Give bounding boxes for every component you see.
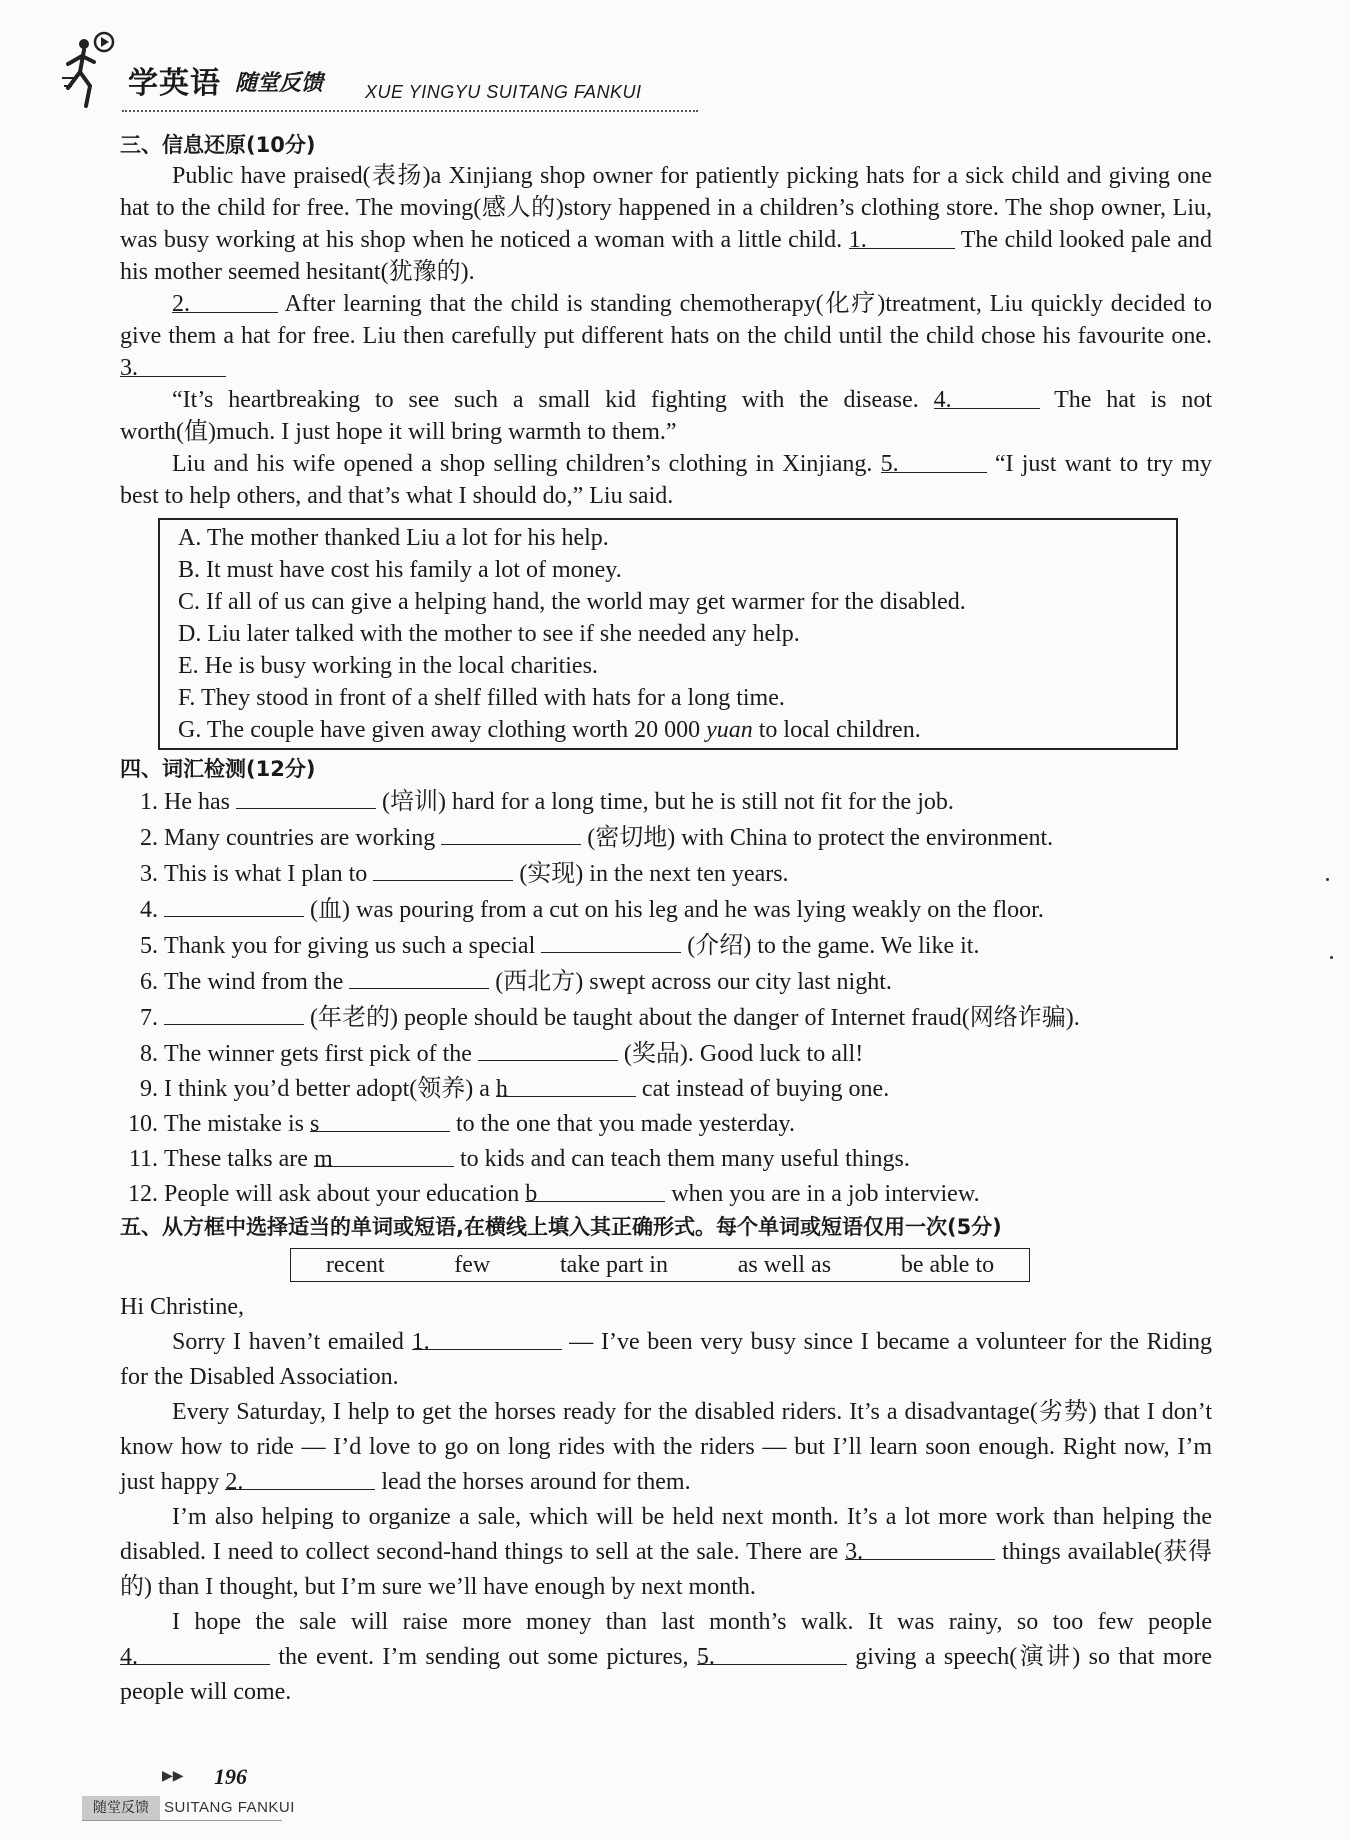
header-title-en: XUE YINGYU SUITANG FANKUI [365,82,642,102]
vocab-item [120,1107,1212,1142]
letter-blank-4[interactable]: 4. [120,1640,270,1665]
word-option: take part in [560,1252,668,1278]
page-content [120,130,1212,1710]
vocab-blank[interactable] [495,1072,636,1102]
section-5-title: 五、从方框中选择适当的单词或短语,在横线上填入其正确形式。每个单词或短语仅用一次(5分) [120,1215,1002,1239]
page-footer [82,1766,402,1826]
vocab-number: 10. [128,1111,158,1137]
footer-label-en: SUITANG FANKUI [164,1799,295,1816]
vocab-number: 11. [128,1146,158,1172]
vocab-blank[interactable] [525,1177,665,1207]
letter [120,1290,1212,1710]
vocab-blank[interactable] [236,784,376,809]
page-header [60,20,650,115]
letter-blank-1[interactable]: 1. [412,1325,562,1350]
option-a: A. The mother thanked Liu a lot for his help. [178,525,609,551]
vocab-text: (奖品). Good luck to all! [623,1041,864,1067]
answer-blank-3[interactable]: 3. [120,352,226,377]
option-d: D. Liu later talked with the mother to see if she needed any help. [178,621,800,647]
vocab-number: 12. [128,1181,158,1207]
vocab-text: I think you’d better adopt(领养) a [164,1076,490,1102]
vocab-initial-letter: b [525,1181,538,1207]
vocab-item [120,784,1212,820]
margin-mark [1326,878,1329,881]
vocab-text: These talks are [164,1146,308,1172]
option-f: F. They stood in front of a shelf filled with hats for a long time. [178,685,785,711]
vocab-text: (培训) hard for a long time, but he is still not fit for the job. [381,789,954,815]
vocab-item [120,1072,1212,1107]
paragraph-text: “It’s heartbreaking to see such a small kid fighting with the disease. [172,387,919,413]
header-title-cn: 学英语 [128,66,221,101]
vocab-text: He has [164,789,230,815]
letter-paragraph-4: I hope the sale will raise more money than last month’s walk. It was rainy, so too few people 4. the event. I’m sending out some pictures, 5. giving a speech(演讲) so that more people will come. [120,1609,1213,1705]
vocab-text: Many countries are working [164,825,436,851]
runner-logo-icon [60,28,120,113]
vocab-number: 8. [140,1041,158,1067]
vocab-initial-letter: s [309,1111,320,1137]
vocab-text: cat instead of buying one. [641,1076,890,1102]
letter-paragraph-2: Every Saturday, I help to get the horses ready for the disabled riders. It’s a disadvantage(劣势) that I don’t know how to ride — I’d love to go on long rides with the riders — but I’ll learn soon enough. Right now, I’m just happy 2. lead the horses around for them. [120,1399,1212,1495]
paragraph-text: After learning that the child is standing chemotherapy(化疗)treatment, Liu quickly decided to give them a hat for free. Liu then carefully put different hats on the child until the child chose his favourite one. [120,291,1212,349]
answer-blank-1[interactable]: 1. [849,224,955,249]
vocab-number: 9. [140,1076,158,1102]
vocab-text: (血) was pouring from a cut on his leg and he was lying weakly on the floor. [310,897,1044,923]
vocab-initial-letter: h [495,1076,508,1102]
vocab-text: (介绍) to the game. We like it. [687,933,980,959]
section-3-paragraph-4 [120,448,1212,512]
section-3-paragraph-2 [120,288,1212,384]
vocab-number: 2. [140,825,158,851]
vocab-text: (年老的) people should be taught about the danger of Internet fraud(网络诈骗). [310,1005,1080,1031]
letter-blank-3[interactable]: 3. [845,1535,995,1560]
option-e: E. He is busy working in the local charities. [178,653,598,679]
word-option: recent [325,1252,385,1278]
vocab-text: to kids and can teach them many useful things. [459,1146,910,1172]
vocab-text: (密切地) with China to protect the environment. [587,825,1054,851]
options-box [158,518,1178,750]
vocab-item [120,1177,1212,1212]
option-g-italic: yuan [706,717,753,743]
vocab-item [120,964,1212,1000]
letter-salutation: Hi Christine, [120,1294,244,1320]
double-arrow-icon: ▶▶ [162,1768,184,1784]
vocab-text: The winner gets first pick of the [164,1041,472,1067]
vocab-text: People will ask about your education [164,1181,520,1207]
vocab-blank[interactable] [478,1036,618,1061]
vocab-text: when you are in a job interview. [671,1181,980,1207]
vocab-number: 3. [140,861,158,887]
vocab-text: to the one that you made yesterday. [455,1111,795,1137]
vocab-item [120,928,1212,964]
section-3-title: 三、信息还原(10分) [120,133,316,157]
header-divider [122,110,698,112]
vocab-text: The wind from the [164,969,344,995]
answer-blank-2[interactable]: 2. [172,288,278,313]
vocab-blank[interactable] [373,856,513,881]
vocab-item [120,892,1212,928]
vocab-blank[interactable] [541,928,681,953]
vocab-number: 6. [140,969,158,995]
footer-label-cn: 随堂反馈 [82,1796,160,1820]
section-3-paragraph-1 [120,160,1212,288]
vocab-item [120,1000,1212,1036]
paragraph-text: Liu and his wife opened a shop selling children’s clothing in Xinjiang. [172,451,873,477]
vocab-item [120,820,1212,856]
paragraph-text: The hat is not worth(值)much. I just hope it will bring warmth to them.” [120,387,1212,445]
letter-blank-2[interactable]: 2. [225,1465,375,1490]
word-option: as well as [737,1252,832,1278]
vocab-blank[interactable] [309,1107,450,1137]
letter-blank-5[interactable]: 5. [697,1640,847,1665]
vocab-item [120,856,1212,892]
section-3-paragraph-3 [120,384,1212,448]
word-option: few [454,1252,491,1278]
word-box [290,1248,1030,1282]
vocab-number: 4. [140,897,158,923]
paragraph-text: Public have praised(表扬)a Xinjiang shop owner for patiently picking hats for a sick child and giving one hat to the child for free. The moving(感人的)story happened in a children’s clothing store. The shop owner, Liu, was busy working at his shop when he noticed a woman with a little child. [120,163,1212,253]
margin-mark [1330,956,1333,959]
letter-paragraph-1: Sorry I haven’t emailed 1. — I’ve been very busy since I became a volunteer for the Riding for the Disabled Association. [120,1325,1212,1395]
vocab-list [120,784,1212,1212]
page-number: 196 [214,1764,247,1789]
vocab-item [120,1142,1212,1177]
option-b: B. It must have cost his family a lot of money. [178,557,622,583]
letter-paragraph-3: I’m also helping to organize a sale, which will be held next month. It’s a lot more work than helping the disabled. I need to collect second-hand things to sell at the sale. There are 3. things available(获得的) than I thought, but I’m sure we’ll have enough by next month. [120,1504,1213,1600]
vocab-text: (实现) in the next ten years. [519,861,789,887]
option-g: G. The couple have given away clothing worth 20 000 yuan to local children. [178,717,921,743]
vocab-blank[interactable] [349,964,489,989]
vocab-number: 1. [140,789,158,815]
vocab-text: Thank you for giving us such a special [164,933,536,959]
option-c: C. If all of us can give a helping hand, the world may get warmer for the disabled. [178,589,966,615]
vocab-blank[interactable] [441,820,581,845]
vocab-text: The mistake is [164,1111,304,1137]
vocab-item [120,1036,1212,1072]
vocab-text: This is what I plan to [164,861,368,887]
vocab-blank[interactable] [164,1000,304,1025]
word-option: be able to [900,1252,995,1278]
vocab-number: 7. [140,1005,158,1031]
vocab-blank[interactable] [164,892,304,917]
paragraph-text: The child looked pale and his mother seemed hesitant(犹豫的). [120,227,1213,285]
vocab-number: 5. [140,933,158,959]
paragraph-text: “I just want to try my best to help others, and that’s what I should do,” Liu said. [120,451,1213,509]
vocab-blank[interactable] [313,1142,454,1172]
vocab-initial-letter: m [313,1146,333,1172]
section-4-title: 四、词汇检测(12分) [120,757,316,781]
answer-blank-5[interactable]: 5. [881,448,987,473]
vocab-text: (西北方) swept across our city last night. [495,969,892,995]
footer-divider [82,1820,282,1821]
header-title-cn-sub: 随堂反馈 [235,71,324,96]
answer-blank-4[interactable]: 4. [934,384,1040,409]
